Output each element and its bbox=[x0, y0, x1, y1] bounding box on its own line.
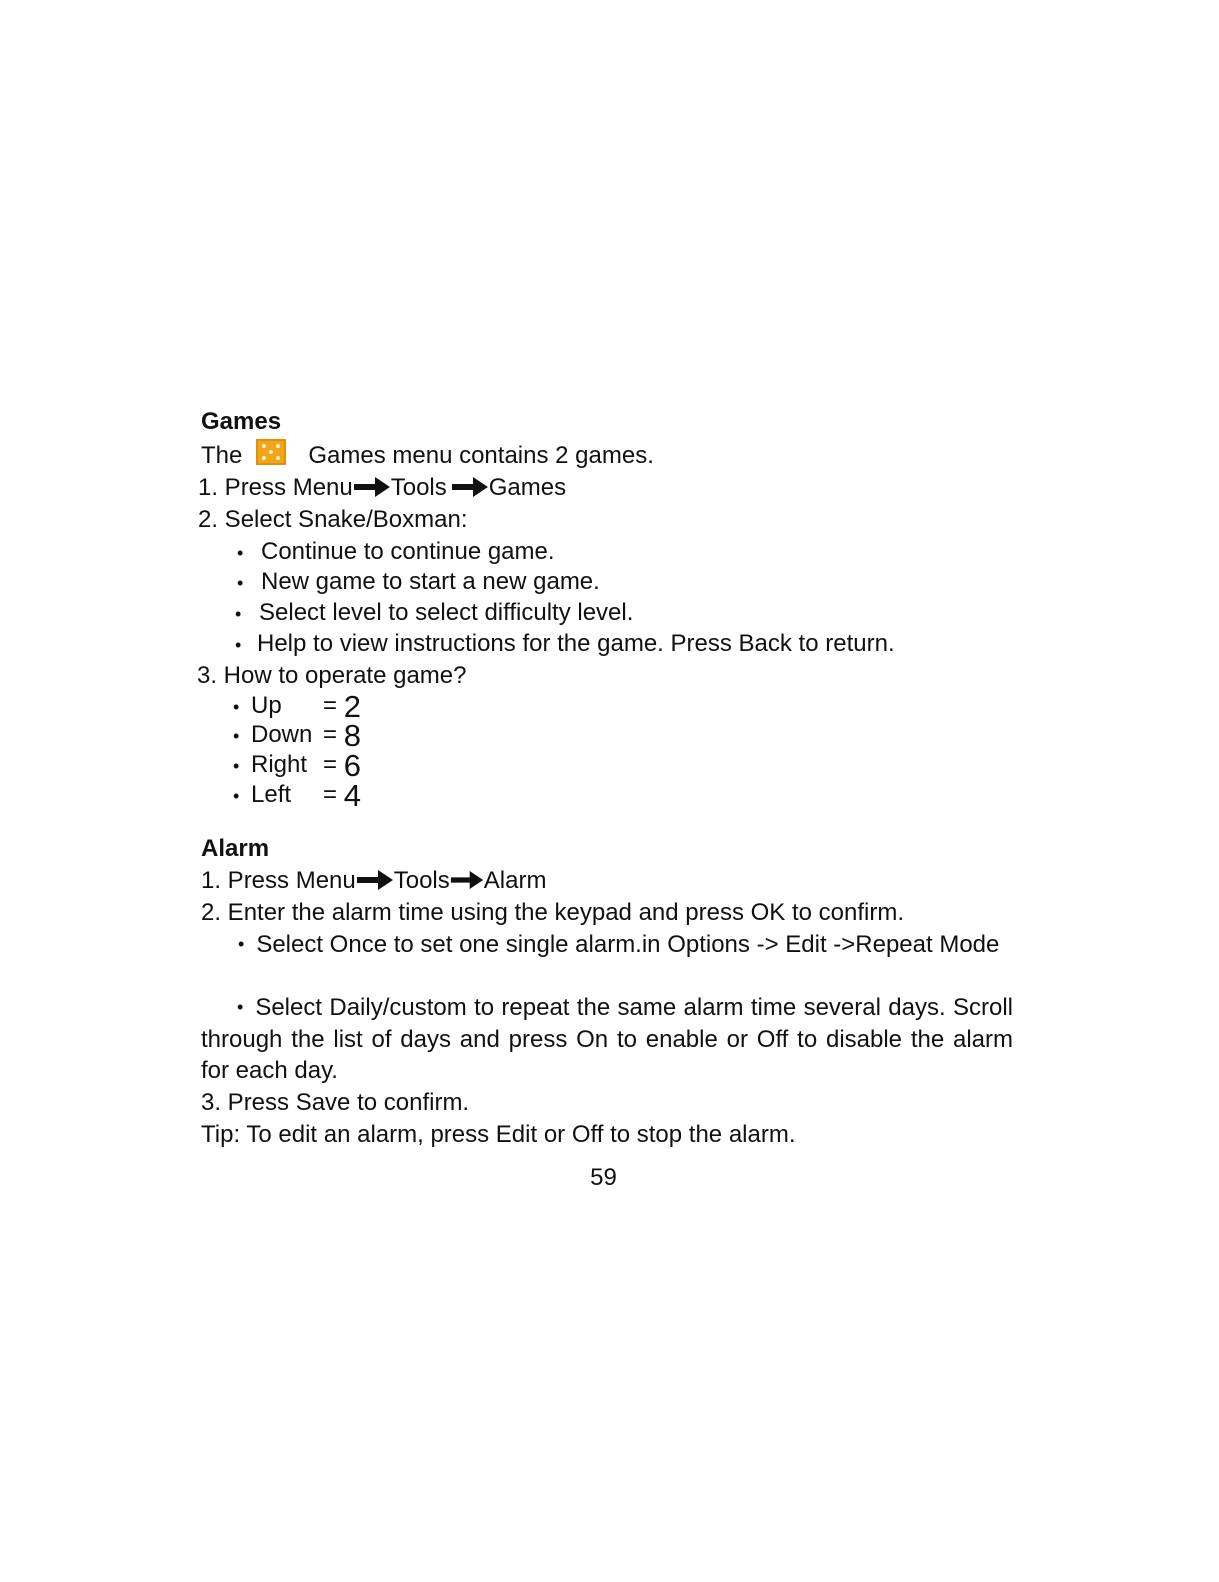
games-step-1 bbox=[198, 473, 566, 503]
key-mapping-row bbox=[233, 750, 361, 781]
games-step-1-end: Games bbox=[488, 474, 567, 501]
alarm-step-3: 3. Press Save to confirm. bbox=[201, 1089, 470, 1116]
key-value: 6 bbox=[343, 748, 361, 783]
key-mapping-row bbox=[233, 780, 361, 811]
key-label: Up bbox=[251, 692, 282, 719]
key-value: 2 bbox=[343, 689, 361, 724]
right-arrow-icon bbox=[356, 869, 394, 891]
right-arrow-icon bbox=[450, 869, 484, 891]
key-label: Left bbox=[251, 781, 292, 808]
right-arrow-icon bbox=[353, 476, 391, 498]
games-bullet-text: Select level to select difficulty level. bbox=[259, 599, 634, 626]
games-dice-icon bbox=[256, 439, 286, 465]
key-label: Down bbox=[251, 721, 313, 748]
games-bullet-text: Help to view instructions for the game. Press Back to return. bbox=[257, 630, 895, 657]
alarm-step-1 bbox=[201, 866, 546, 896]
bullet-icon: • bbox=[237, 997, 244, 1017]
key-label: Right bbox=[251, 751, 308, 778]
key-mapping-row bbox=[233, 691, 361, 722]
equals-sign: = bbox=[323, 751, 344, 778]
games-bullet bbox=[237, 537, 555, 568]
alarm-step-1-prefix: 1. Press Menu bbox=[201, 867, 356, 894]
games-heading: Games bbox=[201, 408, 282, 435]
alarm-bullet-daily-text: Select Daily/custom to repeat the same alarm time several days. Scroll through the list of days and press On to enable or Off to disable the alarm for each day. bbox=[201, 994, 1013, 1084]
bullet-icon: • bbox=[233, 725, 240, 746]
key-value: 8 bbox=[343, 718, 361, 753]
key-mapping-row bbox=[233, 720, 361, 751]
bullet-icon: • bbox=[238, 934, 245, 954]
key-value: 4 bbox=[343, 778, 361, 813]
alarm-bullet-once bbox=[201, 929, 1013, 961]
right-arrow-icon bbox=[451, 476, 489, 498]
alarm-step-1-mid: Tools bbox=[393, 867, 450, 894]
games-step-1-prefix: 1. Press Menu bbox=[198, 474, 353, 501]
page-number: 59 bbox=[590, 1164, 617, 1191]
equals-sign: = bbox=[323, 692, 344, 719]
games-bullet bbox=[235, 598, 633, 629]
games-step-2: 2. Select Snake/Boxman: bbox=[198, 506, 468, 533]
equals-sign: = bbox=[323, 781, 344, 808]
games-bullet-text: New game to start a new game. bbox=[261, 568, 600, 595]
alarm-bullet-once-text: Select Once to set one single alarm.in Options -> Edit ->Repeat Mode bbox=[256, 931, 1000, 958]
games-intro bbox=[201, 439, 654, 471]
bullet-icon: • bbox=[237, 572, 244, 593]
bullet-icon: • bbox=[233, 755, 240, 776]
alarm-tip: Tip: To edit an alarm, press Edit or Off to stop the alarm. bbox=[201, 1121, 796, 1148]
alarm-heading: Alarm bbox=[201, 835, 270, 862]
equals-sign: = bbox=[323, 721, 344, 748]
bullet-icon: • bbox=[233, 785, 240, 806]
games-step-1-mid: Tools bbox=[390, 474, 447, 501]
alarm-step-1-end: Alarm bbox=[483, 867, 547, 894]
bullet-icon: • bbox=[237, 542, 244, 563]
bullet-icon: • bbox=[235, 634, 242, 655]
games-step-3: 3. How to operate game? bbox=[197, 662, 467, 689]
games-bullet-text: Continue to continue game. bbox=[261, 538, 555, 565]
games-bullet bbox=[237, 567, 600, 598]
alarm-bullet-daily bbox=[201, 992, 1013, 1087]
bullet-icon: • bbox=[233, 696, 240, 717]
bullet-icon: • bbox=[235, 603, 242, 624]
games-intro-before: The bbox=[201, 442, 243, 469]
games-bullet bbox=[235, 629, 895, 660]
games-intro-after: Games menu contains 2 games. bbox=[308, 442, 654, 469]
alarm-step-2: 2. Enter the alarm time using the keypad and press OK to confirm. bbox=[201, 899, 905, 926]
